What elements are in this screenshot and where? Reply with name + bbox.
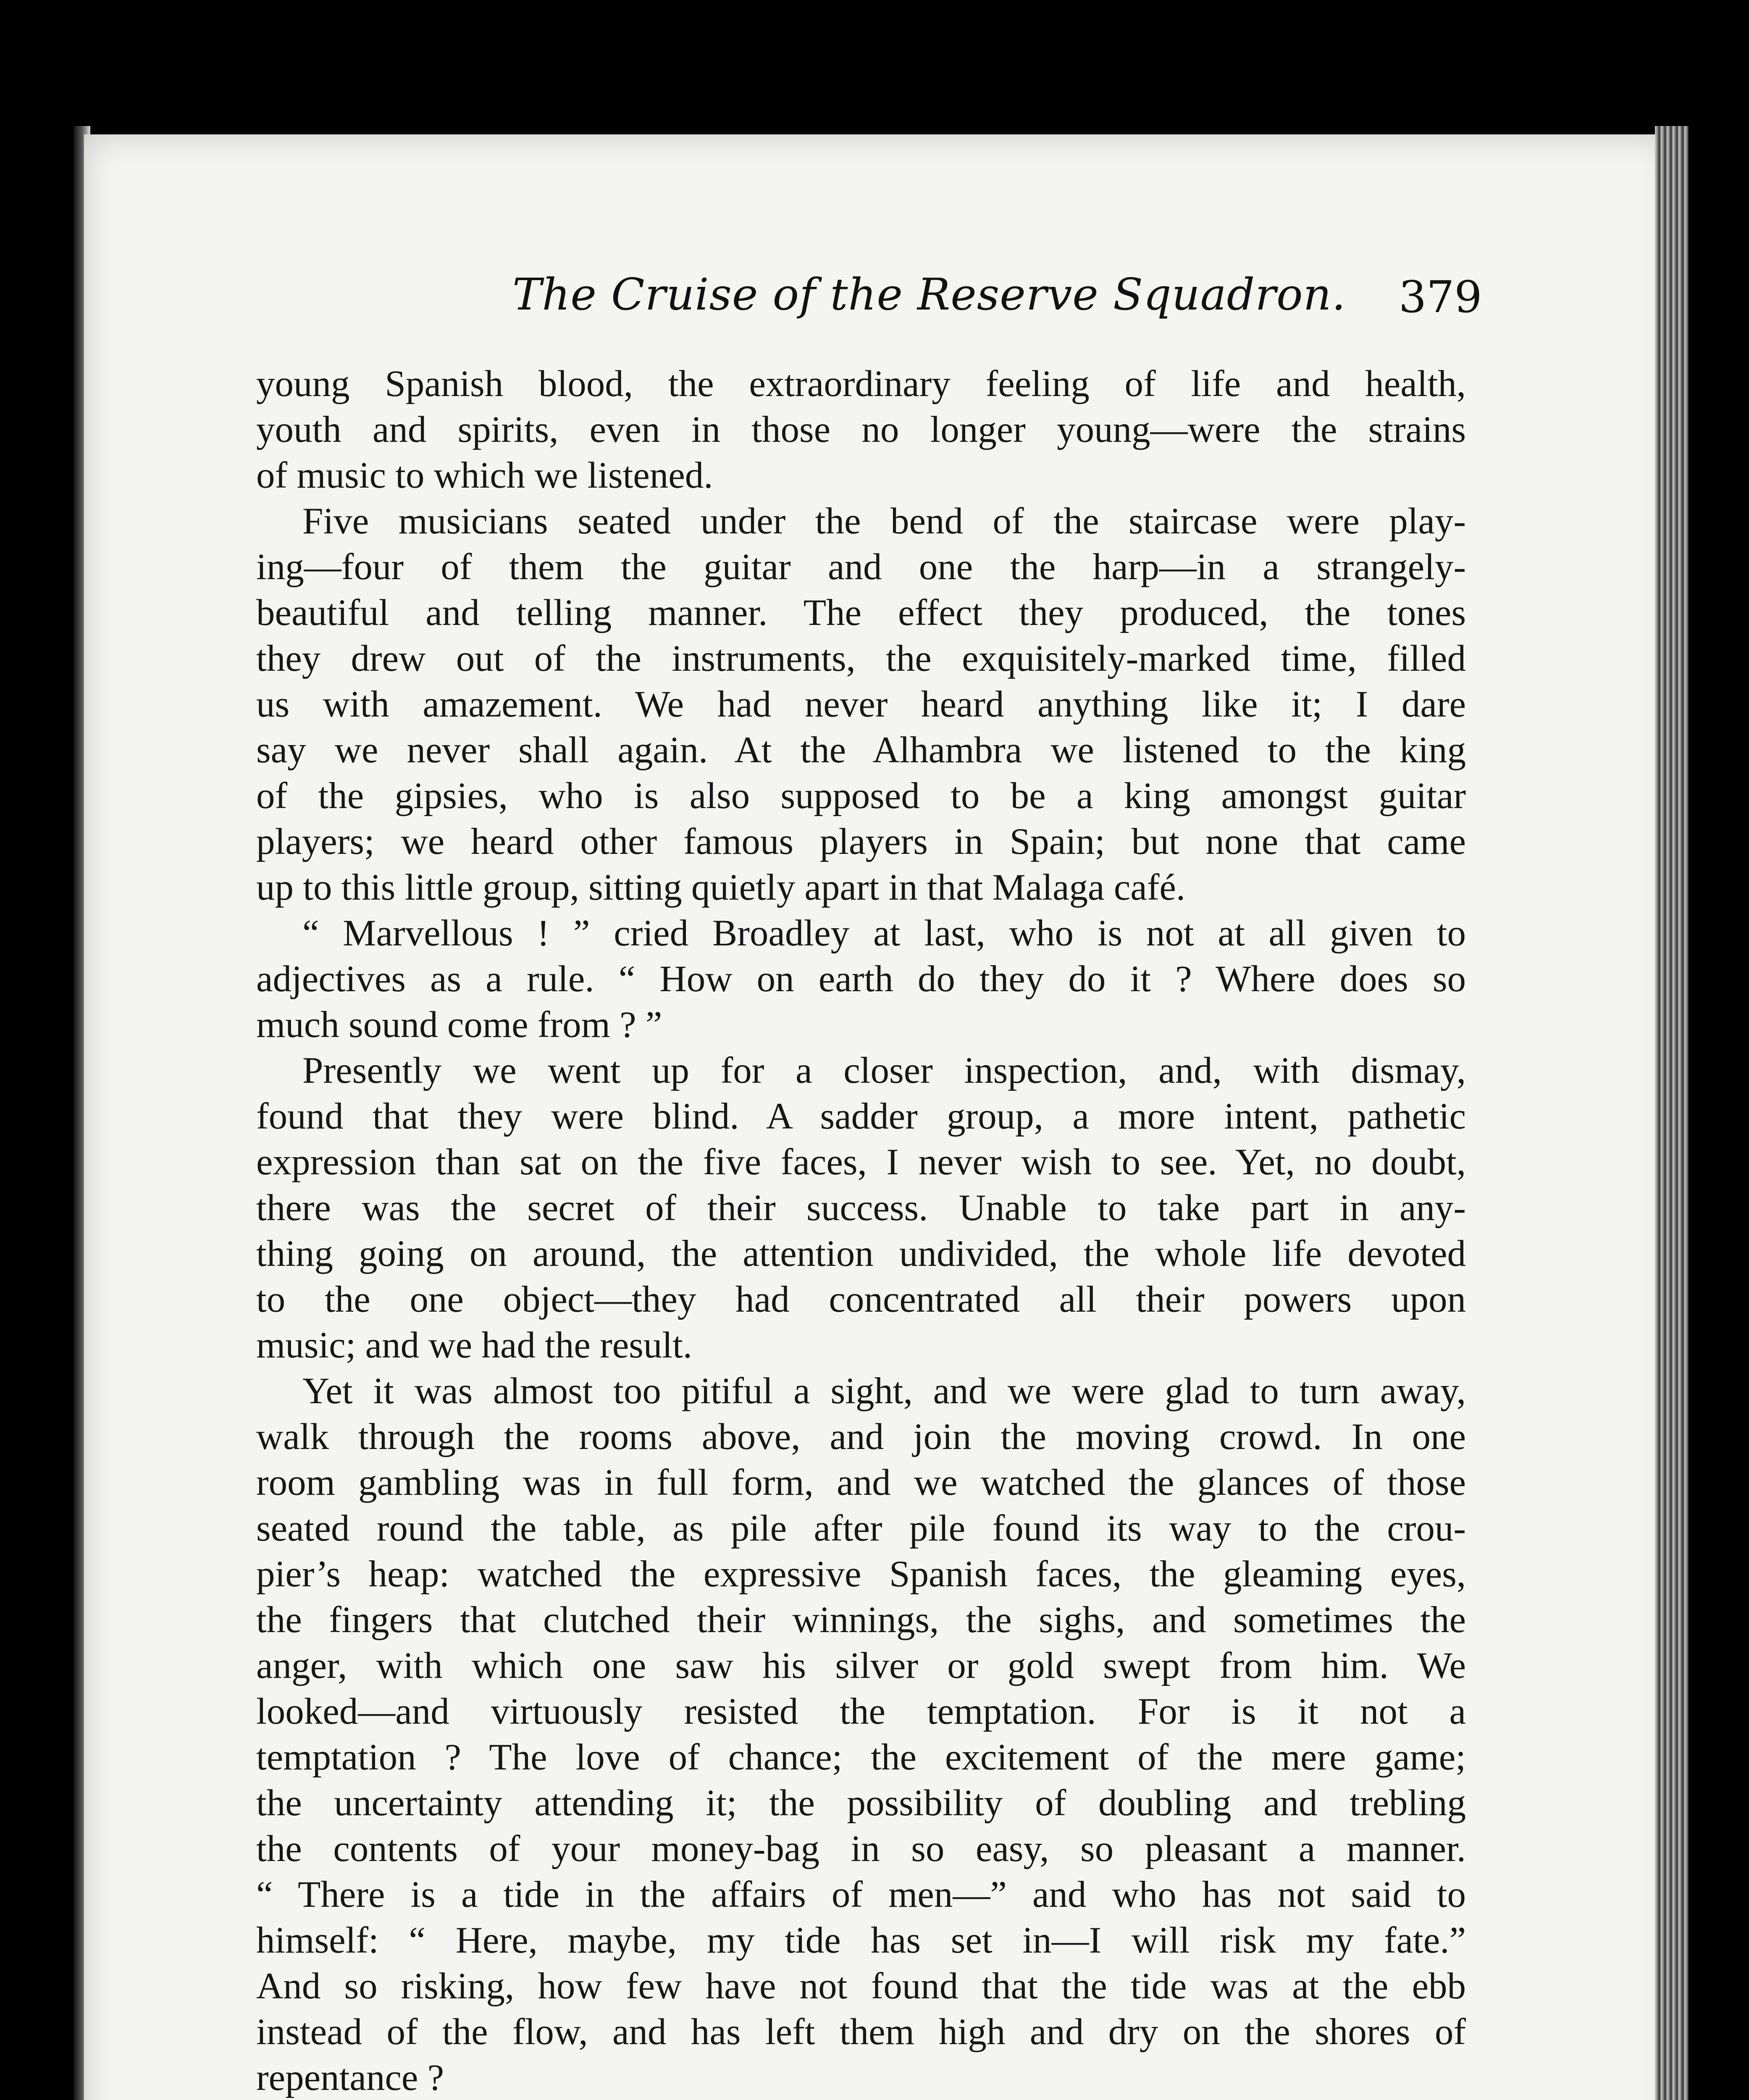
body-text — [256, 361, 1466, 2100]
text-line: Five musicians seated under the bend of the staircase were play- — [302, 501, 1466, 542]
text-line: anger, with which one saw his silver or gold swept from him. We — [256, 1645, 1466, 1686]
text-line: young Spanish blood, the extraordinary feeling of life and health, — [256, 363, 1466, 404]
text-line: of the gipsies, who is also supposed to be a king amongst guitar — [256, 775, 1466, 816]
text-line: instead of the flow, and has left them high and dry on the shores of — [256, 2011, 1466, 2053]
text-line: music; and we had the result. — [256, 1325, 693, 1366]
text-line: the uncertainty attending it; the possibility of doubling and trebling — [256, 1782, 1466, 1824]
text-line: say we never shall again. At the Alhambra we listened to the king — [256, 730, 1466, 771]
text-line: found that they were blind. A sadder group, a more intent, pathetic — [256, 1096, 1466, 1137]
text-line: expression than sat on the five faces, I never wish to see. Yet, no doubt, — [256, 1142, 1466, 1183]
text-line: Yet it was almost too pitiful a sight, and we were glad to turn away, — [302, 1370, 1466, 1412]
text-line: seated round the table, as pile after pile found its way to the crou- — [256, 1508, 1466, 1549]
text-line: the fingers that clutched their winnings, the sighs, and sometimes the — [256, 1599, 1466, 1641]
text-line: room gambling was in full form, and we watched the glances of those — [256, 1462, 1466, 1503]
page-fore-edge — [1655, 126, 1689, 2100]
page-number: 379 — [1399, 271, 1482, 323]
text-line: walk through the rooms above, and join the moving crowd. In one — [256, 1416, 1466, 1457]
text-line: to the one object—they had concentrated all their powers upon — [256, 1279, 1466, 1320]
text-line: thing going on around, the attention undivided, the whole life devoted — [256, 1233, 1466, 1274]
text-line: temptation ? The love of chance; the excitement of the mere game; — [256, 1737, 1466, 1778]
text-line: much sound come from ? ” — [256, 1004, 662, 1045]
running-head: The Cruise of the Reserve Squadron. — [512, 269, 1346, 320]
text-line: Presently we went up for a closer inspection, and, with dismay, — [302, 1050, 1466, 1091]
text-line: youth and spirits, even in those no longer young—were the strains — [256, 409, 1466, 450]
text-line: ing—four of them the guitar and one the harp—in a strangely- — [256, 546, 1466, 588]
text-line: pier’s heap: watched the expressive Spanish faces, the gleaming eyes, — [256, 1554, 1466, 1595]
text-line: “ Marvellous ! ” cried Broadley at last, who is not at all given to — [302, 913, 1466, 954]
text-line: us with amazement. We had never heard anything like it; I dare — [256, 684, 1466, 725]
text-line: And so risking, how few have not found that the tide was at the ebb — [256, 1966, 1466, 2007]
text-line: players; we heard other famous players in Spain; but none that came — [256, 821, 1466, 862]
text-line: the contents of your money-bag in so easy, so pleasant a manner. — [256, 1828, 1466, 1869]
text-line: there was the secret of their success. Unable to take part in any- — [256, 1187, 1466, 1228]
text-line: they drew out of the instruments, the exquisitely-marked time, filled — [256, 638, 1466, 679]
text-line: beautiful and telling manner. The effect they produced, the tones — [256, 592, 1466, 633]
text-line: “ There is a tide in the affairs of men—” and who has not said to — [256, 1874, 1466, 1915]
text-line: himself: “ Here, maybe, my tide has set in—I will risk my fate.” — [256, 1920, 1466, 1961]
text-line: adjectives as a rule. “ How on earth do they do it ? Where does so — [256, 958, 1466, 1000]
text-line: of music to which we listened. — [256, 455, 713, 496]
text-line: repentance ? — [256, 2057, 444, 2098]
text-line: looked—and virtuously resisted the temptation. For is it not a — [256, 1691, 1466, 1732]
text-line: up to this little group, sitting quietly apart in that Malaga café. — [256, 867, 1186, 908]
